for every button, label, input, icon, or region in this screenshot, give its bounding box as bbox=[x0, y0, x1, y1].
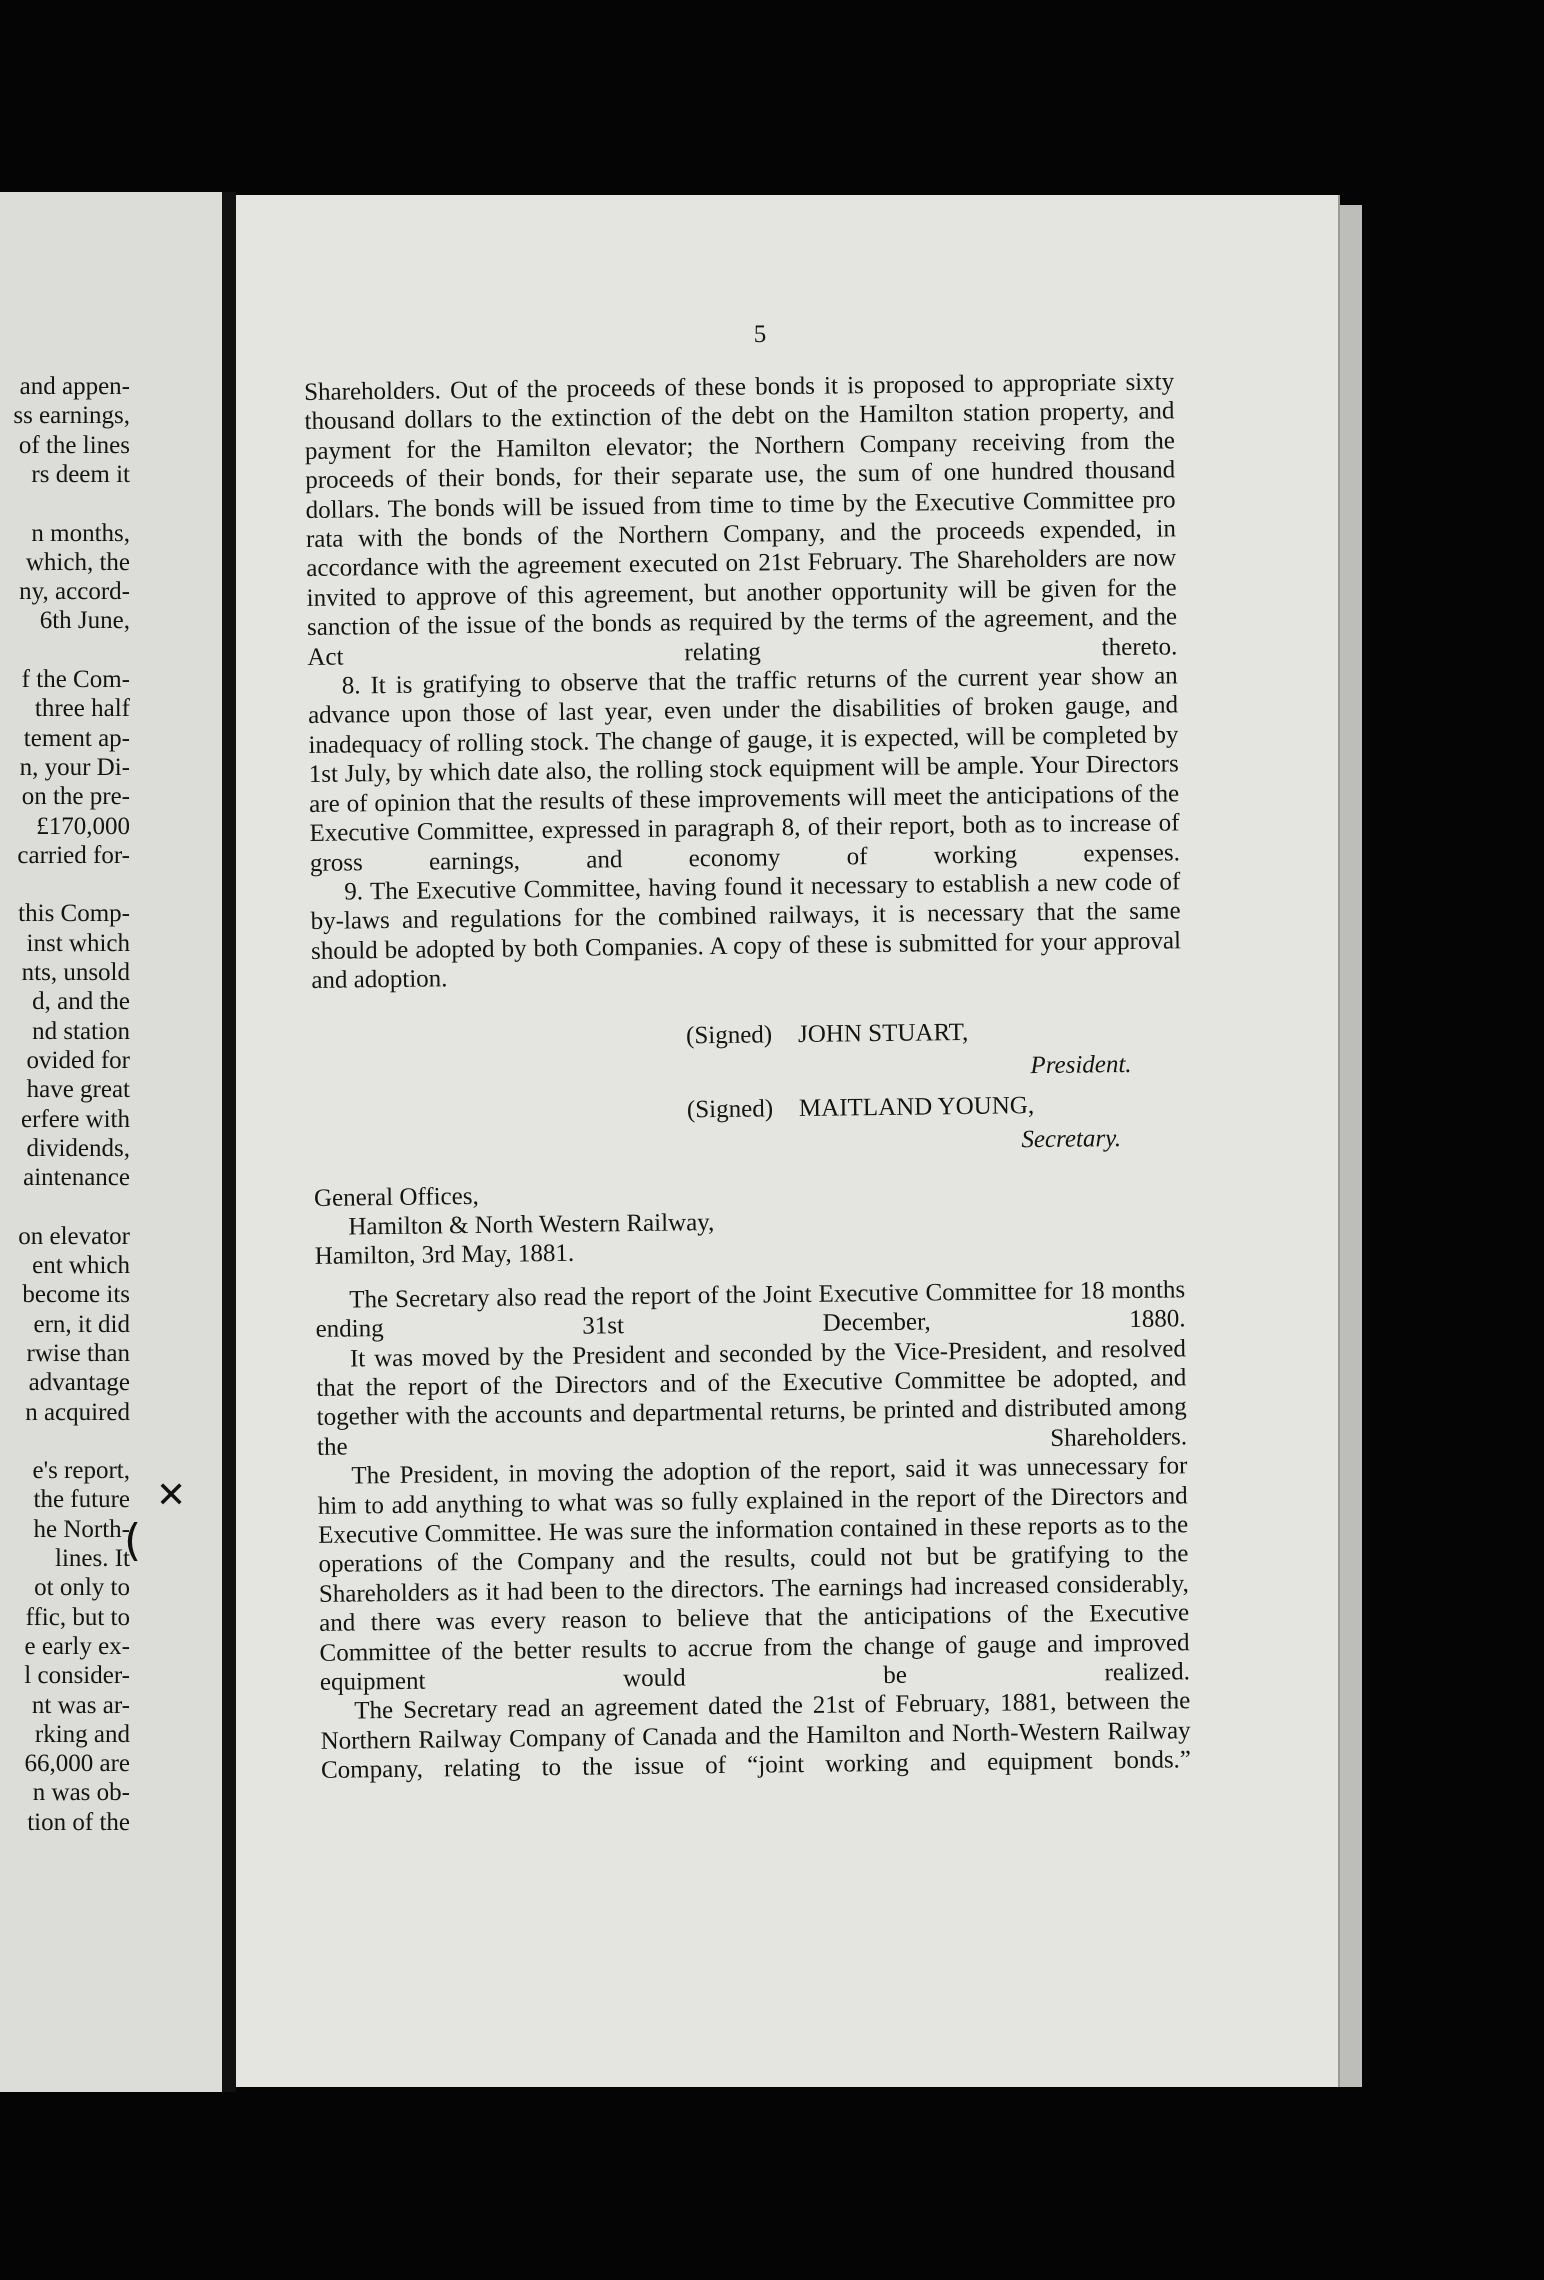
signatory-title-president: President. bbox=[1030, 1050, 1132, 1079]
signatory-title-secretary: Secretary. bbox=[1021, 1124, 1122, 1153]
left-page-line: n months, bbox=[31, 519, 130, 547]
left-page-line: ss earnings, bbox=[13, 402, 130, 430]
left-page-line: nts, unsold bbox=[21, 959, 130, 986]
page-number: 5 bbox=[753, 321, 767, 348]
left-page-line: dividends, bbox=[26, 1134, 130, 1162]
left-page-line: ffic, but to bbox=[25, 1603, 130, 1631]
left-page-line: e's report, bbox=[32, 1457, 130, 1485]
left-page-line: l consider- bbox=[24, 1662, 130, 1690]
left-page-line: 66,000 are bbox=[24, 1750, 130, 1778]
left-page-line: e early ex- bbox=[24, 1632, 130, 1660]
left-page-line: inst which bbox=[26, 929, 130, 957]
page-edge bbox=[1340, 205, 1362, 2087]
left-page-line: d, and the bbox=[32, 988, 130, 1016]
address-line-3: Hamilton, 3rd May, 1881. bbox=[314, 1240, 575, 1271]
left-page-line: nd station bbox=[32, 1017, 130, 1045]
left-page-line: rking and bbox=[34, 1720, 130, 1748]
left-page-line: ot only to bbox=[34, 1574, 130, 1602]
left-page-line: nt was ar- bbox=[31, 1691, 130, 1719]
signed-label-1: (Signed) bbox=[685, 1020, 773, 1049]
left-page-line: advantage bbox=[28, 1369, 130, 1397]
address-line-2: Hamilton & North Western Railway, bbox=[348, 1208, 715, 1241]
paragraph-agreement: The Secretary read an agreement dated the 21st of February, 1881, between the Northern Railway Company of Canada and the Hamilton and North-Western Railway Company, relating to the issue of “joint working and equipment bonds.” bbox=[320, 1687, 1192, 1785]
left-page-line: the future bbox=[33, 1486, 130, 1514]
left-page-line: lines. It bbox=[55, 1545, 130, 1572]
left-page-line: on elevator bbox=[18, 1222, 130, 1250]
left-page-line: £170,000 bbox=[36, 812, 130, 840]
left-page-line: rs deem it bbox=[31, 460, 130, 488]
left-page-line: three half bbox=[34, 695, 130, 723]
left-page-line: and appen- bbox=[19, 373, 130, 400]
left-page-line: tement ap- bbox=[23, 724, 130, 752]
left-page-line: which, the bbox=[25, 548, 130, 576]
signatory-name-secretary: MAITLAND YOUNG, bbox=[798, 1091, 1035, 1122]
address-line-1: General Offices, bbox=[313, 1182, 479, 1212]
left-page-line: ent which bbox=[32, 1252, 130, 1279]
left-page-line: become its bbox=[22, 1281, 130, 1309]
left-page-line: of the lines bbox=[18, 431, 130, 459]
left-page-line: n was ob- bbox=[32, 1779, 130, 1807]
right-page bbox=[124, 195, 1340, 2087]
paragraph-bonds-continued: Shareholders. Out of the proceeds of these bonds it is proposed to appropriate sixty thousand dollars to the extinction of the debt on the Hamilton station property, and payment for the Hamilton elevator; the Northern Company receiving from the proceeds of their bonds, for their separate use, the sum of one hundred thousand dollars. The bonds will be issued from time to time by the Executive Committee pro rata with the bonds of the Northern Company, and the proceeds expended, in accordance with the agreement executed on 21st February. The Shareholders are now invited to approve of this agreement, but another opportunity will be given for the sanction of the issue of the bonds as required by the terms of the agreement, and the Act relating thereto. bbox=[304, 368, 1178, 671]
left-page-line: ny, accord- bbox=[19, 578, 130, 606]
left-page-line: ovided for bbox=[26, 1046, 130, 1074]
left-page-line: this Comp- bbox=[18, 900, 130, 928]
left-page-line: aintenance bbox=[23, 1164, 130, 1192]
left-page-line: ern, it did bbox=[33, 1310, 130, 1338]
left-page bbox=[0, 192, 222, 2092]
left-page-line: 6th June, bbox=[39, 607, 130, 635]
left-page-line: f the Com- bbox=[21, 666, 130, 693]
signed-label-2: (Signed) bbox=[686, 1094, 774, 1123]
margin-bracket-mark: ( bbox=[124, 1515, 142, 1566]
paragraph-secretary-report: The Secretary also read the report of the Joint Executive Committee for 18 months ending 31st December, 1880. bbox=[315, 1276, 1186, 1344]
left-page-line: on the pre- bbox=[21, 783, 130, 811]
left-page-line: n, your Di- bbox=[19, 753, 130, 781]
left-page-line: he North- bbox=[33, 1515, 130, 1543]
margin-pencil-mark: ✕ bbox=[156, 1475, 187, 1516]
left-page-line: n acquired bbox=[25, 1398, 130, 1426]
left-page-line: carried for- bbox=[17, 841, 130, 869]
page-gutter bbox=[222, 192, 236, 2092]
left-page-line: tion of the bbox=[27, 1808, 130, 1836]
left-page-line: erfere with bbox=[21, 1105, 130, 1133]
paragraph-9: 9. The Executive Committee, having found it necessary to establish a new code of by-laws and regulations for the combined railways, it is necessary that the same should be adopted by both Companies. A copy of these is submitted for your approval and adoption. bbox=[310, 868, 1182, 995]
body-text bbox=[304, 367, 1191, 1785]
paragraph-8: 8. It is gratifying to observe that the traffic returns of the current year show an advance upon those of last year, even under the disabilities of broken gauge, and inadequacy of rolling stock. The change of gauge, it is expected, will be completed by 1st July, by which date also, the rolling stock equipment will be ample. Your Directors are of opinion that the results of these improvements will meet the anticipations of the Executive Committee, expressed in paragraph 8, of their report, both as to increase of gross earnings, and economy of working expenses. bbox=[307, 662, 1181, 877]
paragraph-motion: It was moved by the President and seconded by the Vice-President, and resolved that the report of the Directors and of the Executive Committee be adopted, and together with the accounts and departmental returns, be printed and distributed among the Shareholders. bbox=[316, 1334, 1188, 1461]
paragraph-president-remarks: The President, in moving the adoption of the report, said it was unnecessary for him to add anything to what was so fully explained in the report of the Directors and Executive Committee. He was sure the information contained in these reports as to the operations of the Company and the results, could not but be gratifying to the Shareholders as it had been to the directors. The earnings had increased considerably, and there was every reason to believe that the anticipations of the Executive Committee of the better results to accrue from the change of gauge and improved equipment would be realized. bbox=[317, 1452, 1191, 1696]
left-page-line: rwise than bbox=[26, 1339, 130, 1367]
left-page-line: have great bbox=[26, 1076, 130, 1104]
signatory-name-president: JOHN STUART, bbox=[797, 1018, 969, 1048]
address-block bbox=[314, 1173, 1185, 1272]
signature-block bbox=[312, 991, 1184, 1178]
